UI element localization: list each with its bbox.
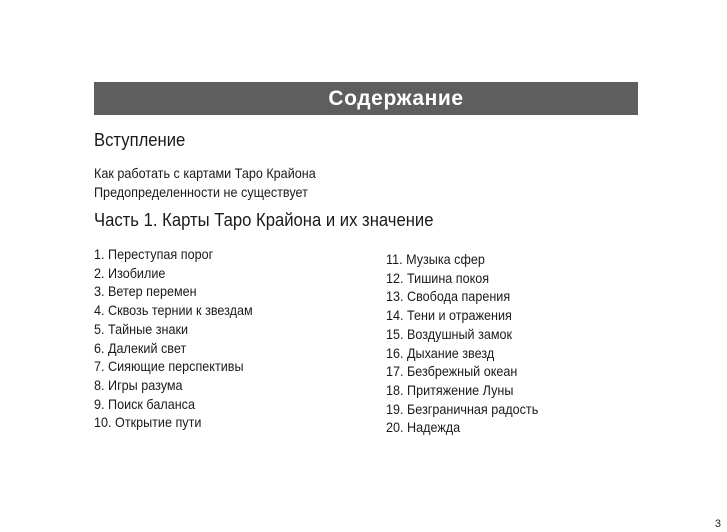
intro-list xyxy=(94,164,316,201)
toc-item-intro-2[interactable]: Предопределенности не существует xyxy=(94,183,308,200)
title-bar xyxy=(94,82,638,115)
toc-item[interactable]: 12. Тишина покоя xyxy=(386,269,490,286)
page-title: Содержание xyxy=(328,86,464,110)
toc-item[interactable]: 5. Тайные знаки xyxy=(94,320,189,337)
toc-item[interactable]: 2. Изобилие xyxy=(94,264,166,281)
toc-item[interactable]: 19. Безграничная радость xyxy=(386,400,539,417)
toc-item[interactable]: 9. Поиск баланса xyxy=(94,395,195,412)
toc-item[interactable]: 7. Сияющие перспективы xyxy=(94,358,244,375)
toc-item[interactable]: 14. Тени и отражения xyxy=(386,307,512,324)
toc-item[interactable]: 3. Ветер перемен xyxy=(94,283,197,300)
toc-column-right xyxy=(386,250,538,437)
toc-item[interactable]: 6. Далекий свет xyxy=(94,339,187,356)
toc-item[interactable]: 17. Безбрежный океан xyxy=(386,363,518,380)
toc-item[interactable]: 20. Надежда xyxy=(386,419,461,436)
toc-item[interactable]: 11. Музыка сфер xyxy=(386,251,485,267)
part1-heading: Часть 1. Карты Таро Крайона и их значение xyxy=(94,209,434,230)
toc-item[interactable]: 13. Свобода парения xyxy=(386,288,511,305)
toc-column-left xyxy=(94,245,253,432)
page-number: 3 xyxy=(714,518,721,530)
intro-heading: Вступление xyxy=(94,129,186,150)
toc-item[interactable]: 1. Переступая порог xyxy=(94,246,214,262)
toc-item[interactable]: 15. Воздушный замок xyxy=(386,325,513,342)
toc-item[interactable]: 16. Дыхание звезд xyxy=(386,344,495,361)
toc-item-intro-1[interactable]: Как работать с картами Таро Крайона xyxy=(94,165,316,181)
toc-item[interactable]: 10. Открытие пути xyxy=(94,414,202,431)
toc-item[interactable]: 18. Притяжение Луны xyxy=(386,381,514,398)
toc-item[interactable]: 4. Сквозь тернии к звездам xyxy=(94,302,253,319)
toc-item[interactable]: 8. Игры разума xyxy=(94,376,183,393)
